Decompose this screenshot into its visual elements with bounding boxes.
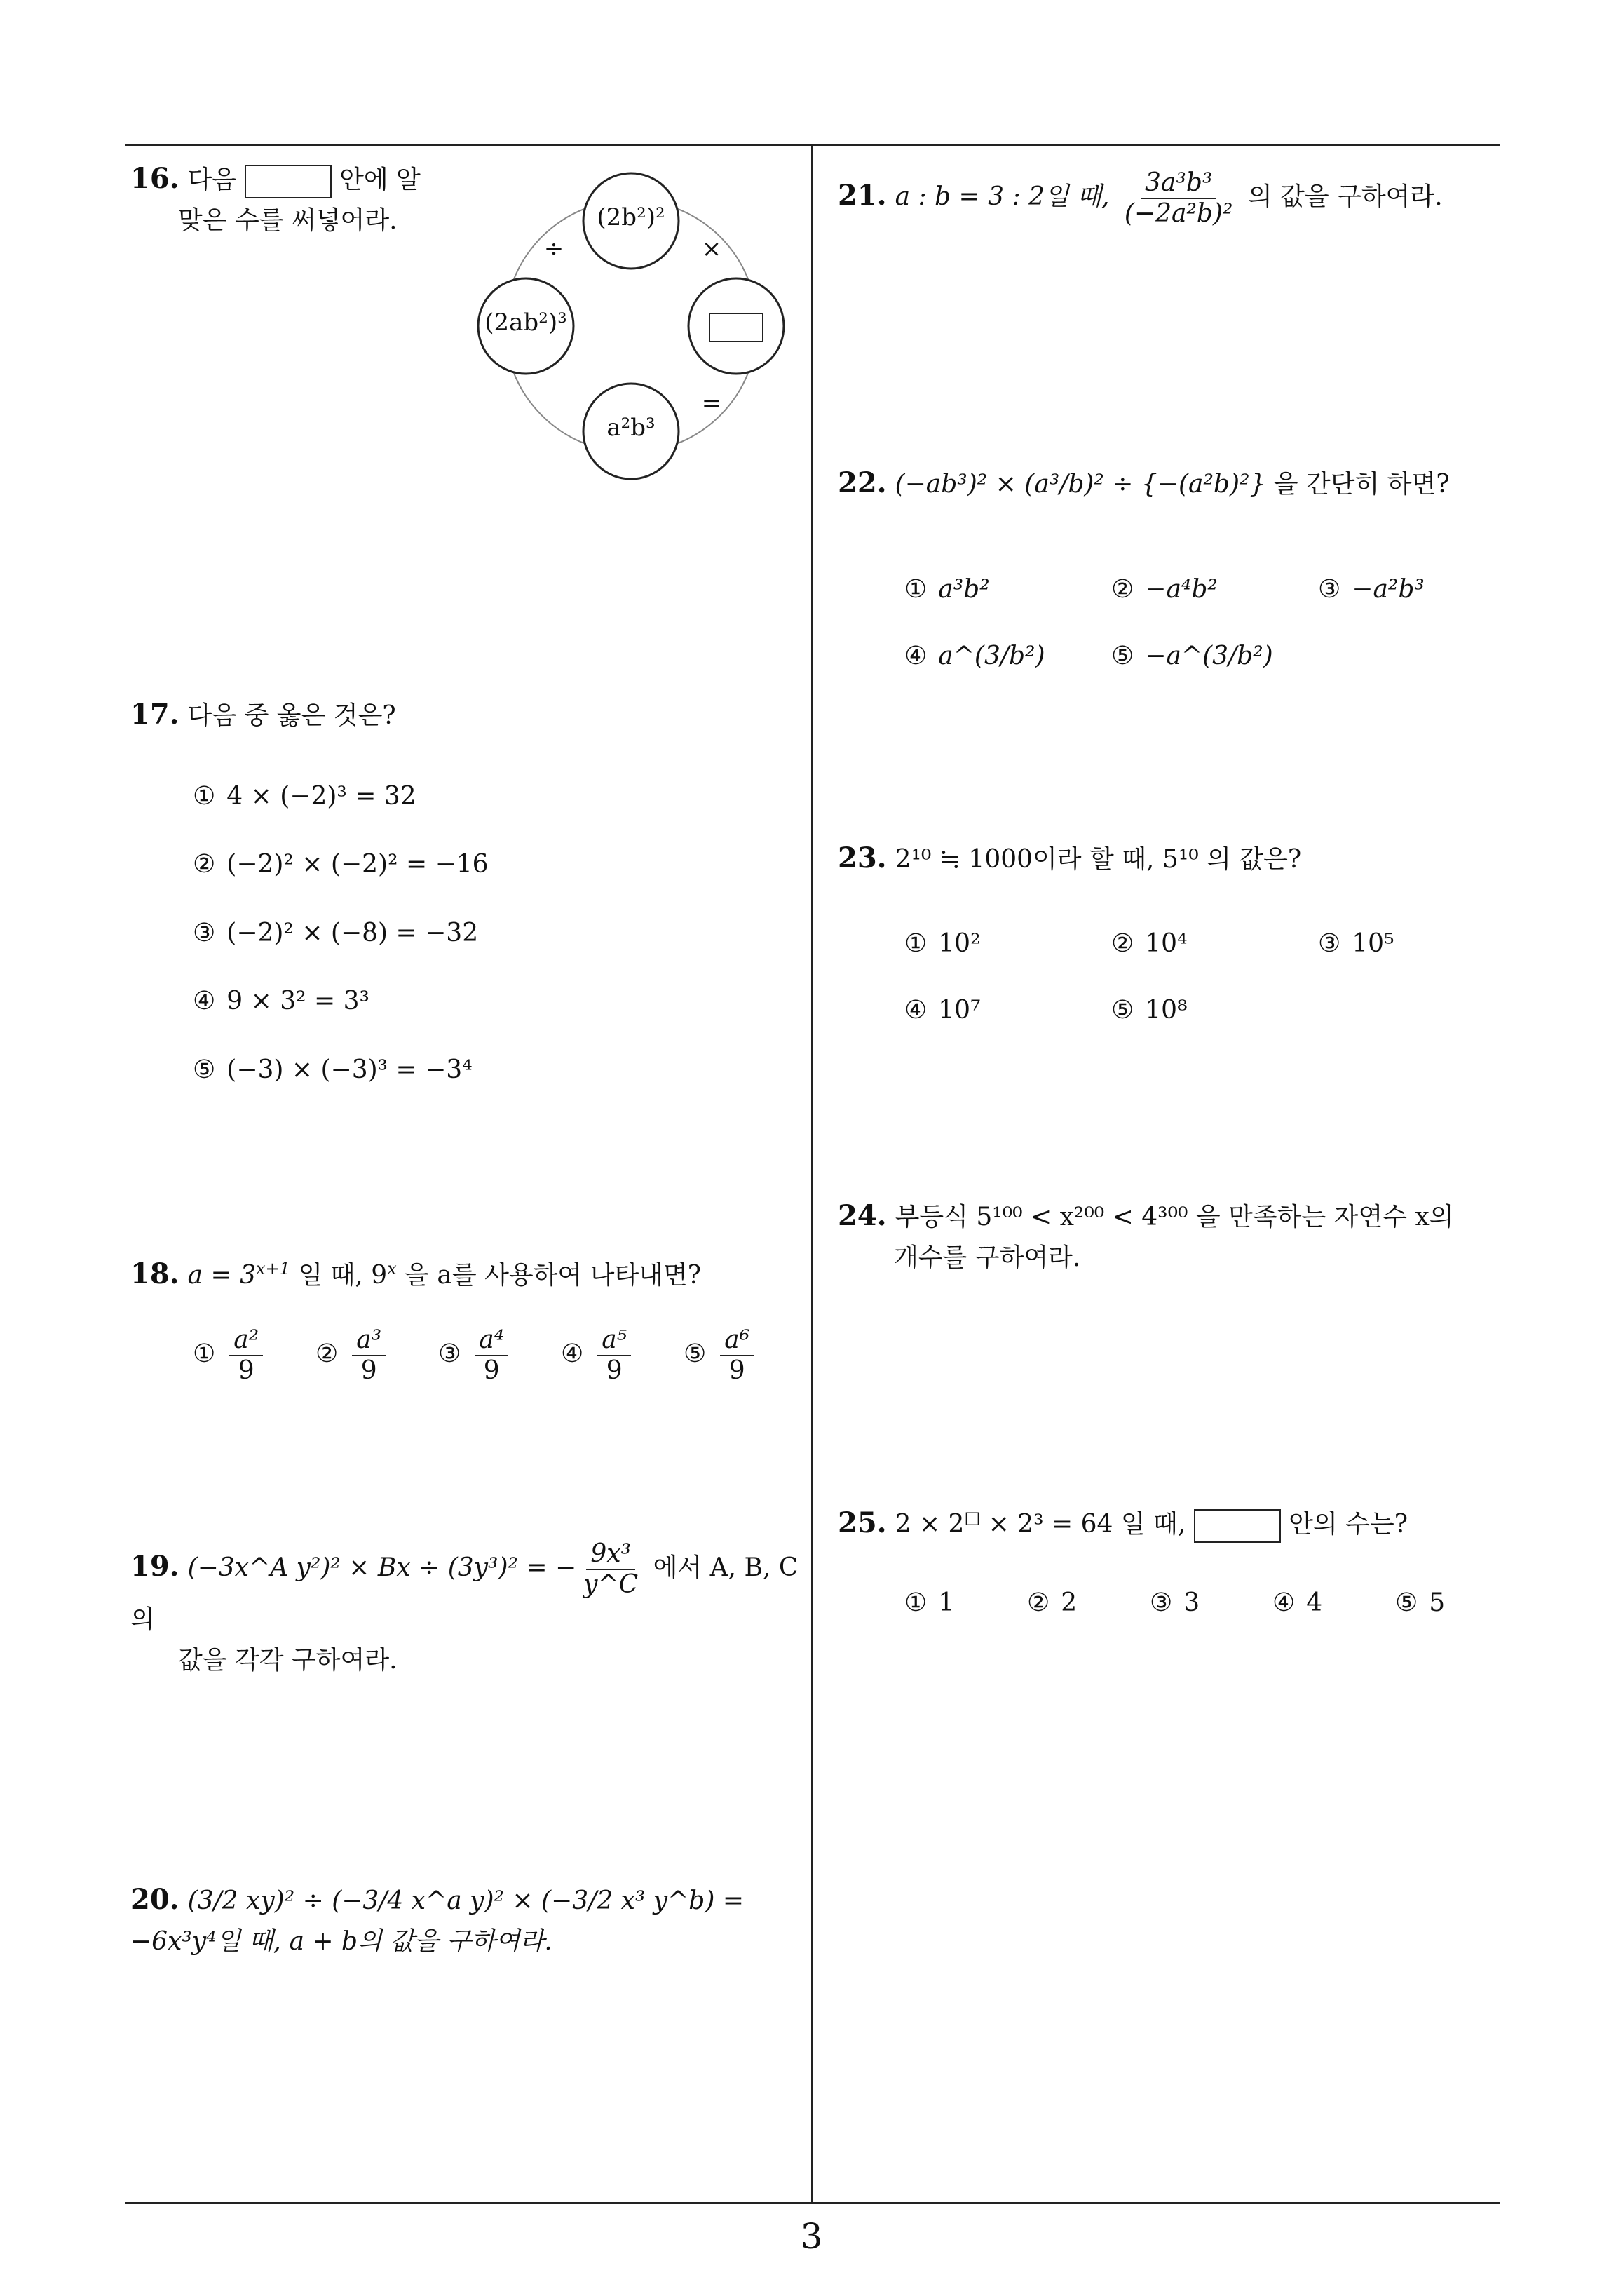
option-1[interactable]: ① 10² [904, 929, 981, 958]
option-5[interactable]: ⑤ −a^(3/b²) [1111, 642, 1273, 670]
q16-op-multiply: × [701, 235, 722, 263]
option-4[interactable]: ④ 10⁷ [904, 996, 981, 1025]
question-21: 21. a : b = 3 : 2일 때, $\frac{\text{3a³b³}}{\text{(−2a²b)²}}$ 의 값을 구하여라. [838, 168, 1443, 228]
question-number: 16. [130, 162, 179, 195]
q16-text-c: 맞은 수를 써넣어라. [178, 206, 398, 235]
option-2[interactable]: ② $\frac{\text{a³}}{9}$ [315, 1325, 388, 1386]
option-5[interactable]: ⑤ 5 [1395, 1588, 1446, 1617]
question-number: 24. [838, 1199, 887, 1232]
page-number: 3 [800, 2216, 823, 2257]
question-number: 21. [838, 179, 887, 212]
option-3[interactable]: ③ $\frac{\text{a⁴}}{9}$ [438, 1325, 511, 1386]
q16-op-divide: ÷ [543, 235, 564, 263]
question-20: 20. (3/2 xy)² ÷ (−3/4 x^a y)² × (−3/2 x³ y^b) = −6x³y⁴일 때, a + b의 값을 구하여라. [130, 1883, 744, 1956]
question-number: 18. [130, 1257, 179, 1290]
question-17 [130, 694, 396, 736]
q16-text-a: 다음 [187, 166, 237, 194]
option-3[interactable]: ③ 3 [1150, 1588, 1200, 1617]
question-number: 22. [838, 466, 887, 499]
question-number: 20. [130, 1883, 179, 1916]
question-22: 22. (−ab³)² × (a³/b)² ÷ {−(a²b)²} 을 간단히 하면? [838, 466, 1450, 499]
q16-top-term: (2b²)² [597, 203, 665, 231]
question-19: 19. (−3x^A y²)² × Bx ÷ (3y³)² = − $\frac{\text{9x³}}{y\^{}C}$ 에서 A, B, C 의 값을 각각 구하여라. [130, 1539, 799, 1675]
question-25: 25. 2 × 2□ × 2³ = 64 일 때, 안의 수는? [838, 1497, 1490, 1545]
option-1[interactable]: ① a³b² [904, 575, 990, 604]
option-5[interactable]: ⑤ (−3) × (−3)³ = −3⁴ [193, 1055, 473, 1084]
option-4[interactable]: ④ 4 [1272, 1588, 1323, 1617]
question-number: 17. [130, 698, 179, 731]
bottom-rule [125, 2202, 1500, 2204]
option-3[interactable]: ③ (−2)² × (−8) = −32 [193, 919, 479, 947]
q16-bottom-term: a²b³ [606, 414, 656, 442]
question-number: 23. [838, 842, 887, 874]
option-4[interactable]: ④ $\frac{\text{a⁵}}{9}$ [561, 1325, 634, 1386]
question-24: 24. 부등식 5¹⁰⁰ < x²⁰⁰ < 4³⁰⁰ 을 만족하는 자연수 x의 개수를 구하여라. [838, 1199, 1454, 1272]
option-2[interactable]: ② (−2)² × (−2)² = −16 [193, 850, 489, 879]
option-1[interactable]: ① $\frac{\text{a²}}{9}$ [193, 1325, 266, 1386]
option-2[interactable]: ② 10⁴ [1111, 929, 1188, 958]
option-4[interactable]: ④ 9 × 3² = 3³ [193, 987, 369, 1015]
q16-left-term: (2ab²)³ [484, 309, 567, 337]
column-divider [811, 144, 813, 2202]
option-3[interactable]: ③ 10⁵ [1318, 929, 1394, 958]
q17-text: 다음 중 옳은 것은? [187, 701, 396, 730]
answer-box [245, 165, 332, 198]
option-1[interactable]: ① 1 [904, 1588, 955, 1617]
q16-op-equals: = [701, 389, 722, 417]
question-number: 19. [130, 1550, 179, 1583]
option-1[interactable]: ① 4 × (−2)³ = 32 [193, 782, 416, 811]
option-2[interactable]: ② 2 [1027, 1588, 1078, 1617]
question-18: 18. $a = 3^{x+1}$ 일 때, 9$^x$ 을 a를 사용하여 나타내면? [130, 1257, 702, 1290]
option-5[interactable]: ⑤ 10⁸ [1111, 996, 1188, 1025]
option-3[interactable]: ③ −a²b³ [1318, 575, 1425, 604]
q16-text-b: 안에 알 [339, 166, 421, 194]
question-23: 23. 2¹⁰ ≒ 1000이라 할 때, 5¹⁰ 의 값은? [838, 842, 1302, 874]
answer-box [1194, 1509, 1281, 1543]
question-number: 25. [838, 1506, 887, 1539]
option-2[interactable]: ② −a⁴b² [1111, 575, 1218, 604]
question-16 [130, 158, 460, 241]
option-5[interactable]: ⑤ $\frac{\text{a⁶}}{9}$ [684, 1325, 756, 1386]
option-4[interactable]: ④ a^(3/b²) [904, 642, 1045, 670]
